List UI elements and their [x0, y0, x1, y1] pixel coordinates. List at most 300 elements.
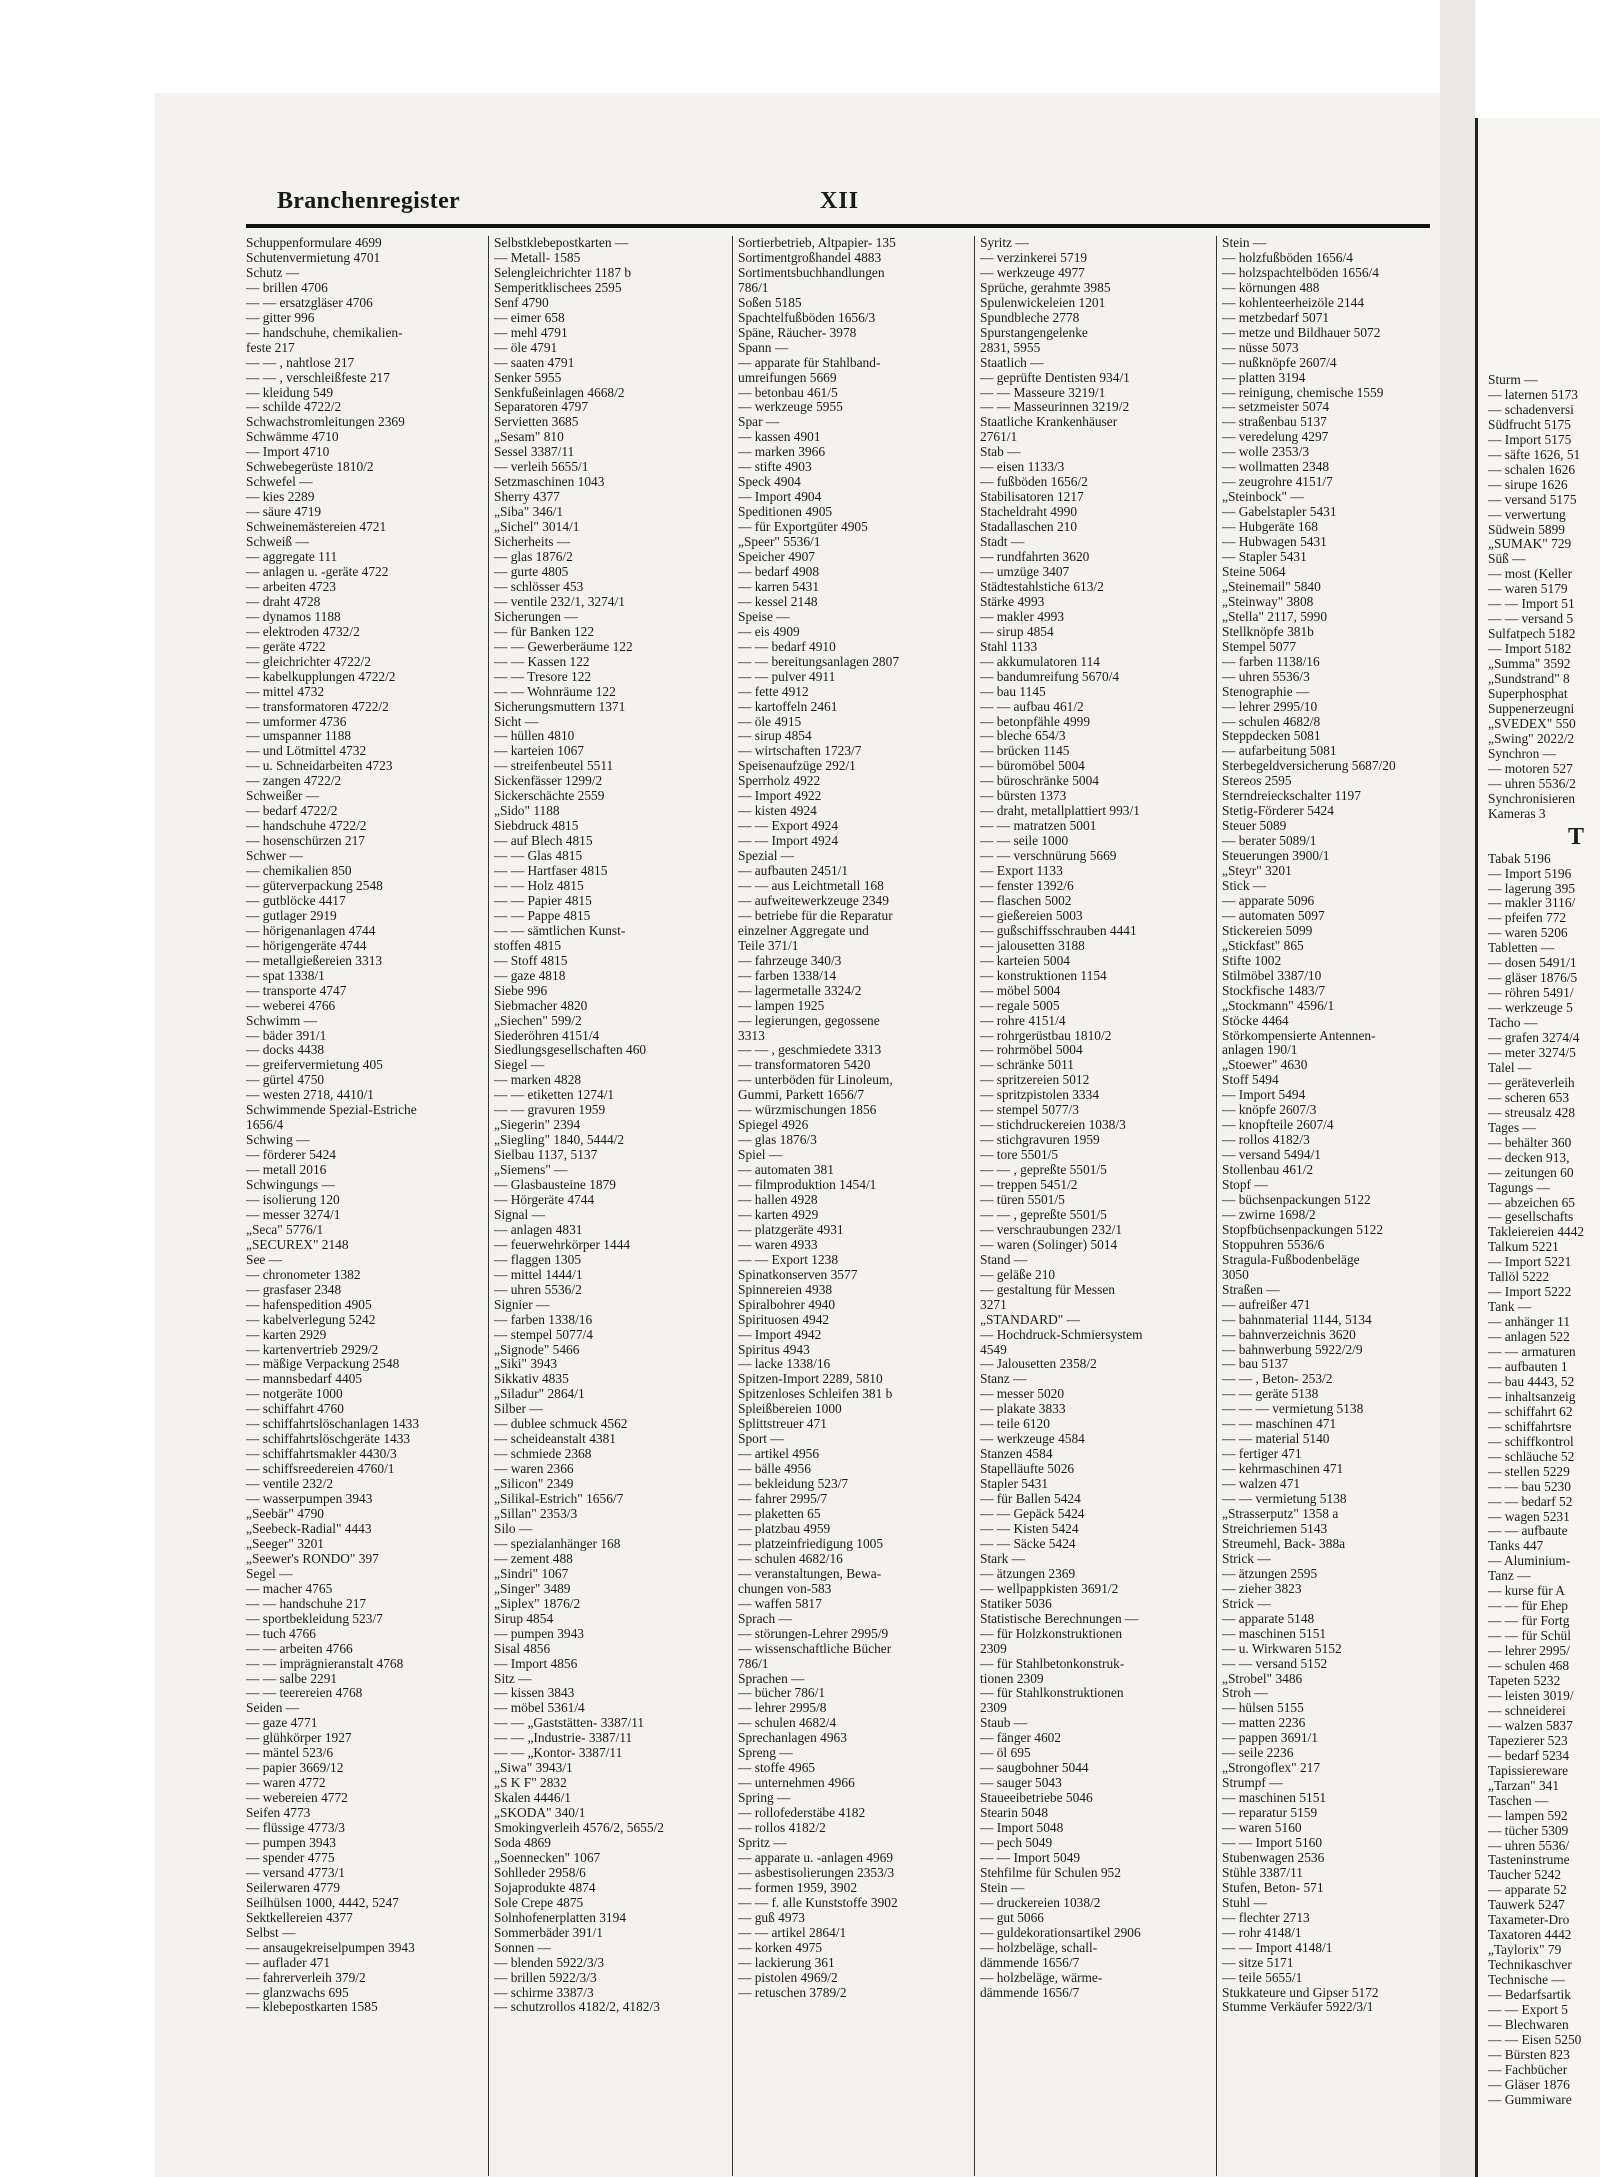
register-entry: Sickenfässer 1299/2 [494, 774, 603, 789]
register-entry: — Import 4922 [738, 789, 822, 804]
register-entry: — — Kassen 122 [494, 654, 590, 669]
register-entry: — — Gepäck 5424 [980, 1507, 1085, 1522]
register-entry: Skalen 4446/1 [494, 1791, 571, 1806]
register-entry: — — , geschmiedete 3313 [738, 1043, 882, 1058]
register-entry: — schiffahrtsmakler 4430/3 [246, 1447, 397, 1462]
register-entry: Spinatkonserven 3577 [738, 1267, 858, 1282]
register-entry: Spinnereien 4938 [738, 1282, 833, 1297]
register-entry: Straßen — [1222, 1282, 1280, 1297]
register-entry: — maschinen 5151 [1222, 1626, 1327, 1641]
adjacent-entry: — Import 5221 [1488, 1254, 1572, 1270]
register-entry: Spachtelfußböden 1656/3 [738, 310, 876, 325]
register-entry: Speicher 4907 [738, 550, 815, 565]
register-entry: — — handschuhe 217 [246, 1596, 367, 1611]
register-entry: — ansaugekreiselpumpen 3943 [246, 1940, 415, 1955]
register-entry: — platzgeräte 4931 [738, 1222, 844, 1237]
register-entry: „Stockmann" 4596/1 [1222, 998, 1335, 1013]
register-entry: — — sämtlichen Kunst- [494, 923, 626, 938]
register-entry: Stereos 2595 [1222, 774, 1292, 789]
register-entry: — Metall- 1585 [494, 250, 581, 265]
adjacent-entry: — waren 5206 [1488, 925, 1568, 941]
register-entry: Stacheldraht 4990 [980, 505, 1078, 520]
adjacent-entry: Tapissiereware [1488, 1762, 1569, 1778]
adjacent-entry: — anhänger 11 [1488, 1314, 1571, 1330]
register-entry: — hörigenanlagen 4744 [246, 923, 376, 938]
adjacent-entry: Südwein 5899 [1488, 521, 1565, 537]
register-entry: — aufarbeitung 5081 [1222, 744, 1337, 759]
register-entry: — reparatur 5159 [1222, 1806, 1318, 1821]
register-entry: — teile 6120 [980, 1417, 1050, 1432]
register-entry: — stichgravuren 1959 [980, 1133, 1100, 1148]
register-entry: — pistolen 4969/2 [738, 1970, 838, 1985]
adjacent-entry: — — Export 5 [1488, 2001, 1568, 2017]
adjacent-entry: „Sundstrand" 8 [1488, 671, 1570, 687]
adjacent-entry: Tanks 447 [1488, 1538, 1544, 1554]
register-entry: Sprechanlagen 4963 [738, 1731, 847, 1746]
adjacent-entry: — bau 4443, 52 [1488, 1373, 1575, 1389]
register-entry: — chronometer 1382 [246, 1267, 361, 1282]
register-entry: „Seewer's RONDO" 397 [246, 1551, 379, 1566]
register-entry: — werkzeuge 4584 [980, 1432, 1085, 1447]
register-entry: Soßen 5185 [738, 295, 802, 310]
register-entry: — Hörgeräte 4744 [494, 1193, 595, 1207]
register-entry: — eisen 1133/3 [980, 460, 1065, 475]
register-entry: 2831, 5955 [980, 340, 1041, 355]
register-entry: — — , Beton- 253/2 [1222, 1372, 1333, 1387]
register-entry: Senkfußeinlagen 4668/2 [494, 385, 625, 400]
register-entry: — lampen 1925 [738, 998, 825, 1013]
register-entry: Speisenaufzüge 292/1 [738, 759, 856, 774]
register-entry: — türen 5501/5 [980, 1193, 1065, 1207]
register-entry: Stockfische 1483/7 [1222, 983, 1326, 998]
register-entry: Sisal 4856 [494, 1641, 551, 1656]
register-entry: Siebe 996 [494, 983, 548, 998]
register-entry: Sprachen — [738, 1671, 805, 1686]
register-entry: Stanz — [980, 1372, 1027, 1387]
register-entry: Silber — [494, 1402, 543, 1417]
register-entry: — pumpen 3943 [494, 1626, 585, 1641]
register-entry: — gaze 4818 [494, 968, 566, 983]
register-entry: — bau 1145 [980, 684, 1046, 699]
register-entry: — aggregate 111 [246, 550, 338, 565]
register-entry: — mittel 4732 [246, 684, 325, 699]
adjacent-entry: „SVEDEX" 550 [1488, 715, 1576, 731]
register-entry: „Steinway" 3808 [1222, 594, 1314, 609]
register-entry: „Steyr" 3201 [1222, 864, 1292, 879]
register-entry: — scheideanstalt 4381 [494, 1432, 616, 1447]
register-entry: — farben 1338/14 [738, 968, 837, 983]
register-entry: Schwer — [246, 849, 303, 864]
register-entry: — gleichrichter 4722/2 [246, 654, 371, 669]
adjacent-entry: — geräteverleih [1488, 1074, 1575, 1090]
register-entry: „Sichel" 3014/1 [494, 520, 580, 535]
register-entry: Stumme Verkäufer 5922/3/1 [1222, 2000, 1374, 2015]
register-entry: Stollenbau 461/2 [1222, 1163, 1314, 1178]
register-entry: — — pulver 4911 [738, 669, 836, 684]
register-entry: — Import 4856 [494, 1656, 578, 1671]
register-entry: Spitzenloses Schleifen 381 b [738, 1387, 893, 1402]
register-entry: 1656/4 [246, 1118, 284, 1133]
register-entry: Sherry 4377 [494, 490, 560, 505]
register-entry: Senf 4790 [494, 295, 549, 310]
register-entry: Siegel — [494, 1058, 545, 1073]
register-entry: Gummi, Parkett 1656/7 [738, 1088, 865, 1103]
adjacent-entry: — säfte 1626, 51 [1488, 446, 1581, 462]
register-entry: Spritz — [738, 1835, 787, 1850]
register-entry: — — Gewerberäume 122 [494, 639, 633, 654]
register-entry: Soda 4869 [494, 1835, 551, 1850]
register-entry: — weberei 4766 [246, 998, 336, 1013]
adjacent-entry: Taucher 5242 [1488, 1867, 1562, 1883]
register-entry: Spiralbohrer 4940 [738, 1297, 836, 1312]
register-entry: — handschuhe, chemikalien- [246, 325, 403, 340]
register-entry: Schweißer — [246, 789, 320, 804]
adjacent-entry: Taxatoren 4442 [1488, 1927, 1572, 1943]
adjacent-entry: — gläser 1876/5 [1488, 970, 1578, 986]
register-entry: Statiker 5036 [980, 1596, 1052, 1611]
register-entry: Teile 371/1 [738, 938, 799, 953]
adjacent-entry: — wagen 5231 [1488, 1508, 1570, 1524]
register-entry: — waren 4933 [738, 1237, 818, 1252]
register-entry: — Hubgeräte 168 [1222, 520, 1318, 535]
register-entry: Sirup 4854 [494, 1611, 554, 1626]
adjacent-entry: — aufbauten 1 [1488, 1359, 1568, 1374]
register-entry: Sektkellereien 4377 [246, 1910, 353, 1925]
register-entry: Stubenwagen 2536 [1222, 1850, 1325, 1865]
register-entry: Schutz — [246, 265, 300, 280]
register-entry: — gürtel 4750 [246, 1073, 325, 1088]
register-entry: Stapelläufte 5026 [980, 1462, 1075, 1477]
register-entry: Siederöhren 4151/4 [494, 1028, 600, 1043]
register-entry: — waren (Solinger) 5014 [980, 1237, 1118, 1252]
adjacent-entry: — Aluminium- [1488, 1553, 1571, 1569]
register-entry: — eis 4909 [738, 624, 800, 639]
register-entry: Sperrholz 4922 [738, 774, 821, 789]
register-entry: — holzbeläge, schall- [980, 1940, 1098, 1955]
register-entry: — kehrmaschinen 471 [1222, 1462, 1344, 1477]
register-entry: — glühkörper 1927 [246, 1731, 352, 1746]
register-entry: Setzmaschinen 1043 [494, 475, 605, 490]
register-entry: — — , gepreßte 5501/5 [980, 1163, 1107, 1178]
register-entry: — chemikalien 850 [246, 864, 352, 879]
register-entry: Spring — [738, 1791, 791, 1806]
register-entry: — bedarf 4722/2 [246, 804, 338, 819]
adjacent-entry: — uhren 5536/ [1488, 1837, 1570, 1853]
register-entry: — kabelkupplungen 4722/2 [246, 669, 396, 684]
register-entry: — bälle 4956 [738, 1462, 811, 1477]
page-title: Branchenregister [277, 188, 460, 214]
adjacent-entry: — tücher 5309 [1488, 1822, 1569, 1838]
register-entry: Stapler 5431 [980, 1477, 1049, 1492]
adjacent-entry: Takleiereien 4442 [1488, 1224, 1585, 1240]
register-entry: — wasserpumpen 3943 [246, 1492, 373, 1507]
register-entry: — güterverpackung 2548 [246, 878, 383, 893]
register-entry: — für Banken 122 [494, 624, 595, 639]
register-entry: — bücher 786/1 [738, 1686, 826, 1701]
register-entry: — notgeräte 1000 [246, 1387, 343, 1402]
register-entry: — bäder 391/1 [246, 1028, 327, 1043]
register-entry: — konstruktionen 1154 [980, 968, 1107, 983]
register-entry: „Seebär" 4790 [246, 1507, 324, 1522]
adjacent-entry: „Taylorix" 79 [1488, 1942, 1562, 1958]
register-entry: — gurte 4805 [494, 564, 569, 579]
register-entry: — — salbe 2291 [246, 1671, 338, 1686]
register-entry: — waren 4772 [246, 1776, 326, 1791]
register-entry: — — Hartfaser 4815 [494, 864, 608, 879]
register-entry: — stoffe 4965 [738, 1761, 816, 1776]
adjacent-entry: — schläuche 52 [1488, 1448, 1575, 1464]
register-entry: Spiegel 4926 [738, 1118, 809, 1133]
register-entry: Streichriemen 5143 [1222, 1521, 1328, 1536]
register-entry: — brücken 1145 [980, 744, 1070, 759]
register-entry: Staatliche Krankenhäuser [980, 415, 1118, 430]
register-entry: Sortierbetrieb, Altpapier- 135 [738, 236, 896, 250]
register-entry: — kies 2289 [246, 490, 315, 505]
register-entry: Streumehl, Back- 388a [1222, 1536, 1346, 1551]
register-entry: — zangen 4722/2 [246, 774, 342, 789]
adjacent-entry: Superphosphat [1488, 686, 1568, 702]
register-entry: — mäntel 523/6 [246, 1746, 334, 1761]
adjacent-entry: Synchron — [1488, 745, 1557, 761]
register-entry: „Seebeck-Radial" 4443 [246, 1521, 372, 1536]
register-entry: — ätzungen 2369 [980, 1566, 1076, 1581]
register-entry: Sprach — [738, 1611, 792, 1626]
adjacent-entry: — uhren 5536/2 [1488, 775, 1576, 791]
register-entry: Speise — [738, 609, 790, 624]
register-entry: — aufreißer 471 [1222, 1297, 1311, 1312]
register-entry: Störkompensierte Antennen- [1222, 1028, 1376, 1043]
register-entry: Sicherungsmuttern 1371 [494, 699, 626, 714]
register-entry: — schmiede 2368 [494, 1447, 592, 1462]
register-entry: — waren 5160 [1222, 1821, 1302, 1836]
register-entry: „Speer" 5536/1 [738, 535, 821, 550]
column-5 [1216, 236, 1440, 2176]
register-entry: 2761/1 [980, 430, 1018, 445]
register-entry: — kissen 3843 [494, 1686, 575, 1701]
register-entry: — — artikel 2864/1 [738, 1925, 847, 1940]
register-entry: — nußknöpfe 2607/4 [1222, 355, 1337, 370]
register-entry: „Steinemail" 5840 [1222, 579, 1321, 594]
register-entry: — veredelung 4297 [1222, 430, 1329, 445]
register-entry: — greifervermietung 405 [246, 1058, 383, 1073]
register-entry: Stehfilme für Schulen 952 [980, 1865, 1121, 1880]
register-entry: Schwämme 4710 [246, 430, 339, 445]
register-entry: — apparate 5148 [1222, 1611, 1315, 1626]
register-entry: — — Tresore 122 [494, 669, 592, 684]
adjacent-entry: — scheren 653 [1488, 1089, 1570, 1105]
register-entry: Speditionen 4905 [738, 505, 833, 520]
register-entry: — für Ballen 5424 [980, 1492, 1081, 1507]
register-entry: Schwingungs — [246, 1178, 335, 1193]
register-entry: — streifenbeutel 5511 [494, 759, 614, 774]
register-entry: — bahnwerbung 5922/2/9 [1222, 1342, 1363, 1357]
adjacent-entry: Sulfatpech 5182 [1488, 626, 1576, 642]
register-entry: — grasfaser 2348 [246, 1282, 342, 1297]
page-number: XII [820, 188, 860, 214]
register-entry: Strick — [1222, 1596, 1271, 1611]
adjacent-entry: — Fachbücher [1488, 2061, 1568, 2077]
register-entry: — schulen 4682/16 [738, 1551, 843, 1566]
register-entry: Sortimentgroßhandel 4883 [738, 250, 882, 265]
register-entry: Sohlleder 2958/6 [494, 1865, 586, 1880]
register-entry: — störungen-Lehrer 2995/9 [738, 1626, 889, 1641]
register-entry: — kleidung 549 [246, 385, 334, 400]
register-entry: — elektroden 4732/2 [246, 624, 360, 639]
register-entry: — guß 4973 [738, 1910, 805, 1925]
register-entry: Statistische Berechnungen — [980, 1611, 1139, 1626]
register-entry: — makler 4993 [980, 609, 1065, 624]
adjacent-entry: — meter 3274/5 [1488, 1044, 1576, 1060]
register-entry: — gaze 4771 [246, 1716, 318, 1731]
register-entry: stoffen 4815 [494, 938, 562, 953]
register-entry: dämmende 1656/7 [980, 1985, 1080, 2000]
register-entry: — apparate 5096 [1222, 893, 1315, 908]
register-entry: — westen 2718, 4410/1 [246, 1088, 374, 1103]
register-entry: — apparate für Stahlband- [738, 355, 881, 370]
adjacent-entry: Tagungs — [1488, 1179, 1550, 1195]
register-entry: — — material 5140 [1222, 1432, 1330, 1447]
adjacent-entry: — — bau 5230 [1488, 1478, 1571, 1494]
register-entry: Sterbegeldversicherung 5687/20 [1222, 759, 1396, 774]
register-entry: — — f. alle Kunststoffe 3902 [738, 1895, 898, 1910]
register-entry: — brillen 4706 [246, 280, 328, 295]
register-entry: — — Kisten 5424 [980, 1521, 1079, 1536]
adjacent-entry: Tapezierer 523 [1488, 1732, 1568, 1748]
register-entry: — wollmatten 2348 [1222, 460, 1330, 475]
register-entry: — ventile 232/2 [246, 1477, 334, 1492]
adjacent-entry: Südfrucht 5175 [1488, 416, 1571, 432]
register-entry: Sonnen — [494, 1940, 551, 1955]
register-entry: — fertiger 471 [1222, 1447, 1302, 1462]
register-entry: feste 217 [246, 340, 295, 355]
register-entry: — glas 1876/2 [494, 550, 573, 565]
register-entry: — — bedarf 4910 [738, 639, 836, 654]
register-entry: — sitze 5171 [1222, 1955, 1294, 1970]
register-entry: — flechter 2713 [1222, 1910, 1310, 1925]
register-entry: — transporte 4747 [246, 983, 347, 998]
register-entry: — lacke 1338/16 [738, 1357, 831, 1372]
register-entry: — legierungen, gegossene [738, 1013, 880, 1028]
register-entry: Spulenwickeleien 1201 [980, 295, 1106, 310]
register-entry: Stahl 1133 [980, 639, 1038, 654]
register-entry: anlagen 190/1 [1222, 1043, 1298, 1058]
register-entry: Stühle 3387/11 [1222, 1865, 1303, 1880]
register-entry: Sortimentsbuchhandlungen [738, 265, 885, 280]
register-entry: — — gravuren 1959 [494, 1103, 606, 1118]
register-entry: Sikkativ 4835 [494, 1372, 569, 1387]
register-entry: „Strongoflex" 217 [1222, 1761, 1321, 1776]
register-entry: — bahnmaterial 1144, 5134 [1222, 1312, 1372, 1327]
register-entry: — formen 1959, 3902 [738, 1880, 858, 1895]
adjacent-entry: — lampen 592 [1488, 1807, 1568, 1823]
register-entry: — marken 4828 [494, 1073, 582, 1088]
register-entry: — teile 5655/1 [1222, 1970, 1303, 1985]
register-entry: „Stickfast" 865 [1222, 938, 1304, 953]
register-entry: Strick — [1222, 1551, 1271, 1566]
register-entry: „Sillan" 2353/3 [494, 1507, 578, 1522]
register-entry: — bandumreifung 5670/4 [980, 669, 1120, 684]
adjacent-entry: — — armaturen [1488, 1344, 1576, 1360]
register-entry: — — Papier 4815 [494, 893, 592, 908]
page-gutter [1440, 0, 1475, 2177]
register-entry: — holzspachtelböden 1656/4 [1222, 265, 1379, 280]
register-entry: — handschuhe 4722/2 [246, 819, 367, 834]
register-entry: — — arbeiten 4766 [246, 1641, 353, 1656]
register-entry: — berater 5089/1 [1222, 834, 1317, 849]
register-entry: — öl 695 [980, 1746, 1031, 1761]
register-entry: Siebmacher 4820 [494, 998, 588, 1013]
register-entry: Servietten 3685 [494, 415, 579, 430]
register-entry: „S K F" 2832 [494, 1776, 567, 1791]
register-entry: Spurstangengelenke [980, 325, 1088, 340]
register-entry: — druckereien 1038/2 [980, 1895, 1101, 1910]
register-entry: Stuhl — [1222, 1895, 1268, 1910]
register-entry: — — Import 4924 [738, 834, 839, 849]
register-entry: — Stapler 5431 [1222, 550, 1307, 565]
register-entry: — schlösser 453 [494, 579, 584, 594]
adjacent-entry: Tacho — [1488, 1015, 1538, 1031]
column-3 [732, 236, 975, 2176]
register-entry: Schwachstromleitungen 2369 [246, 415, 405, 430]
register-entry: Spiritus 4943 [738, 1342, 810, 1357]
register-entry: Spundbleche 2778 [980, 310, 1080, 325]
adjacent-entry: — — aufbaute [1488, 1523, 1568, 1539]
register-entry: — — Glas 4815 [494, 849, 583, 864]
register-entry: — aufbauten 2451/1 [738, 864, 849, 879]
register-entry: — verschraubungen 232/1 [980, 1222, 1123, 1237]
adjacent-entry: Tabak 5196 [1488, 850, 1551, 866]
adjacent-entry: — makler 3116/ [1488, 895, 1576, 911]
register-entry: Sessel 3387/11 [494, 445, 575, 460]
adjacent-entry: — kurse für A [1488, 1583, 1565, 1599]
register-entry: — — vermietung 5138 [1222, 1492, 1347, 1507]
register-entry: — auf Blech 4815 [494, 834, 593, 849]
register-entry: — kabelverlegung 5242 [246, 1312, 376, 1327]
register-entry: Stark — [980, 1551, 1026, 1566]
adjacent-entry: — schiffkontrol [1488, 1433, 1574, 1449]
register-entry: — — , nahtlose 217 [246, 355, 355, 370]
register-entry: — uhren 5536/3 [1222, 669, 1310, 684]
register-entry: — gutlager 2919 [246, 908, 337, 923]
register-entry: — förderer 5424 [246, 1148, 336, 1163]
register-entry: — knopfteile 2607/4 [1222, 1118, 1334, 1133]
register-entry: Steuerungen 3900/1 [1222, 849, 1330, 864]
adjacent-entry: — apparate 52 [1488, 1882, 1567, 1898]
register-entry: — pumpen 3943 [246, 1835, 337, 1850]
adjacent-entry: — stellen 5229 [1488, 1463, 1570, 1479]
register-entry: Späne, Räucher- 3978 [738, 325, 857, 340]
register-entry: — gutblöcke 4417 [246, 893, 346, 908]
adjacent-entry: Sturm — [1488, 372, 1538, 387]
register-entry: — Export 1133 [980, 864, 1063, 879]
register-entry: — — etiketten 1274/1 [494, 1088, 615, 1103]
adjacent-entry: Süß — [1488, 551, 1526, 567]
register-entry: — lehrer 2995/10 [1222, 699, 1318, 714]
adjacent-entry: Tauwerk 5247 [1488, 1897, 1565, 1913]
register-entry: — fußböden 1656/2 [980, 475, 1088, 490]
register-entry: — — verschnürung 5669 [980, 849, 1117, 864]
adjacent-entry: — zeitungen 60 [1488, 1164, 1574, 1180]
register-entry: — papier 3669/12 [246, 1761, 344, 1776]
register-entry: — bau 5137 [1222, 1357, 1289, 1372]
adjacent-entry: — schulen 468 [1488, 1658, 1570, 1674]
register-entry: — versand 4773/1 [246, 1865, 345, 1880]
register-entry: — messer 5020 [980, 1387, 1065, 1402]
register-entry: Stukkateure und Gipser 5172 [1222, 1985, 1379, 2000]
register-entry: — schiffahrtslöschanlagen 1433 [246, 1417, 420, 1432]
register-entry: „Sido" 1188 [494, 804, 560, 819]
register-entry: — rohre 4151/4 [980, 1013, 1066, 1028]
